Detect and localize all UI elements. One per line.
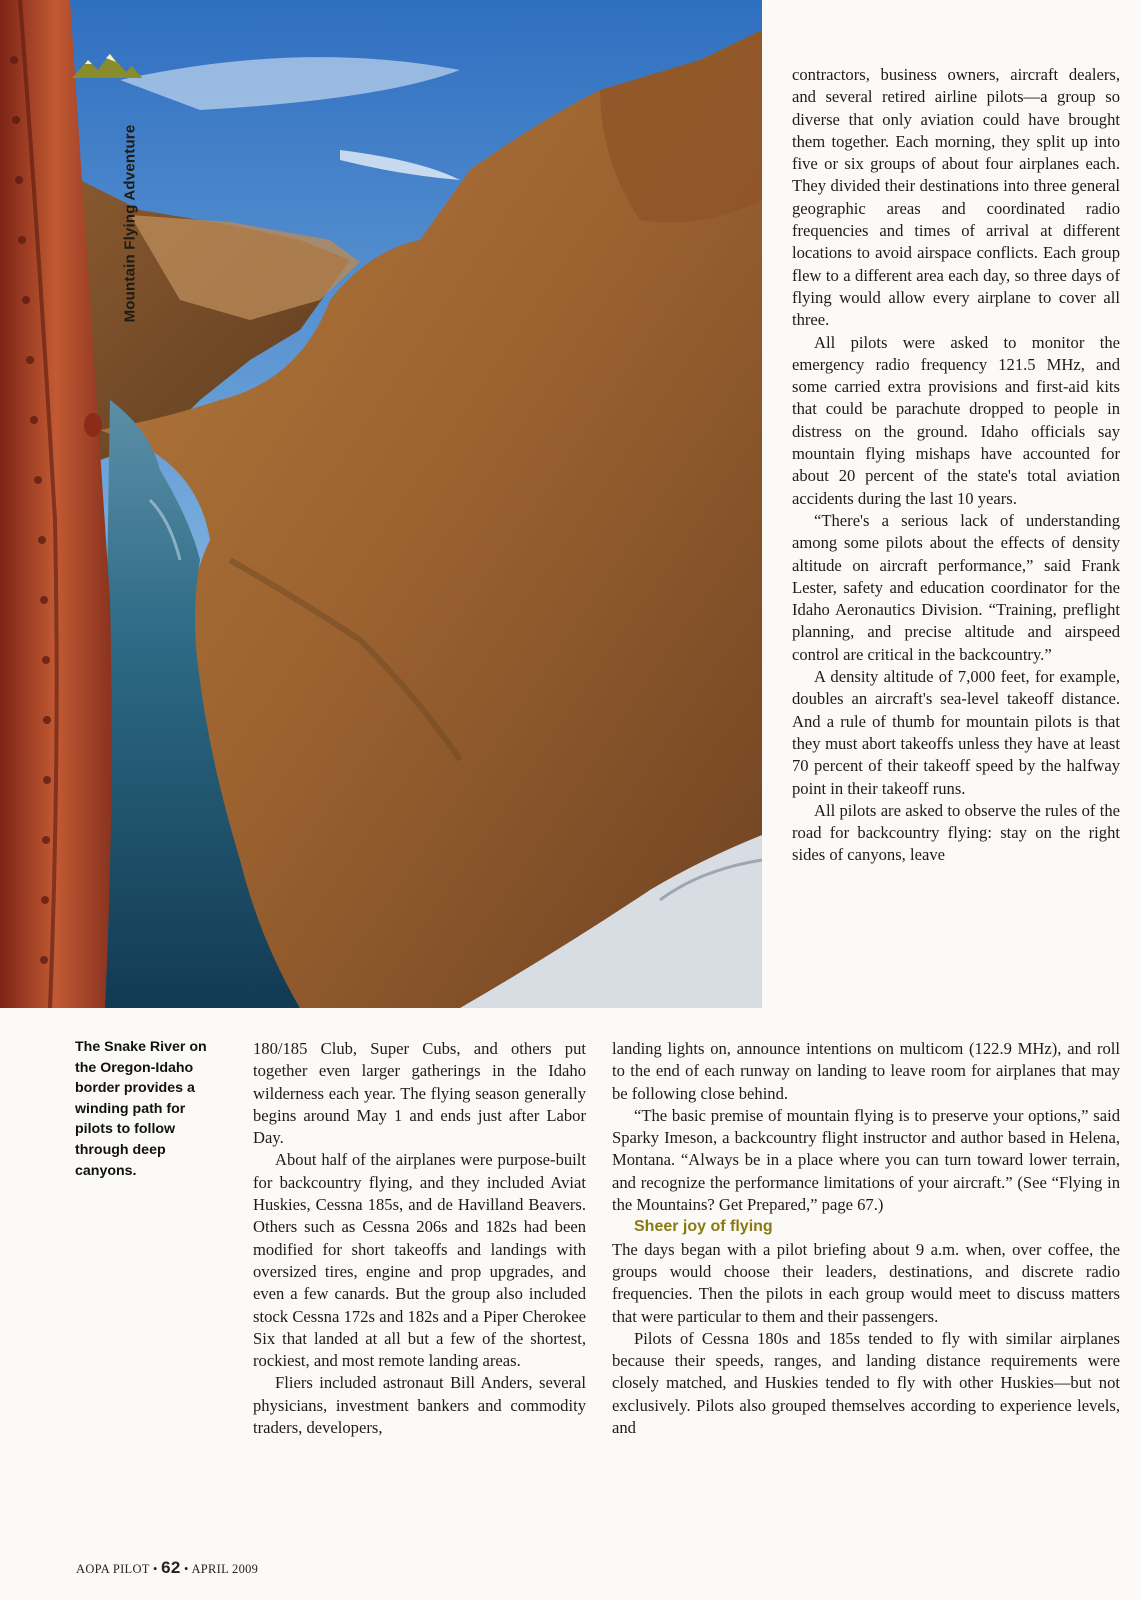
paragraph: “There's a serious lack of understanding among some pilots about the effects of density altitude on aircraft performance,” said Frank Lester, safety and education coordinator for the Idaho Aeronautics Division. “Training, preflight planning, and precise altitude and airspeed control are critical in the backcountry.” [792,510,1120,664]
paragraph: Fliers included astronaut Bill Anders, several physicians, investment bankers and commodity traders, developers, [253,1373,586,1438]
article-column-right-top [792,64,1120,867]
paragraph: landing lights on, announce intentions on multicom (122.9 MHz), and roll to the end of each runway on landing to leave room for airplanes that may be following close behind. [612,1039,1120,1103]
folio-separator: • [184,1562,192,1576]
photo-caption: The Snake River on the Oregon-Idaho border provides a winding path for pilots to follow through deep canyons. [75,1039,207,1179]
section-label [100,90,139,350]
folio-separator: • [152,1562,162,1576]
paragraph: Pilots of Cessna 180s and 185s tended to fly with similar airplanes because their speeds, ranges, and landing distance requirements were closely matched, and Huskies tended to fly with other Huskies—but not exclusively. Pilots also grouped themselves according to experience levels, and [612,1328,1120,1438]
paragraph: A density altitude of 7,000 feet, for example, doubles an aircraft's sea-level takeoff distance. And a rule of thumb for mountain pilots is that they must abort takeoffs unless they have at least 70 percent of their takeoff speed by the halfway point in their takeoff runs. [792,667,1120,798]
issue-date: APRIL 2009 [191,1562,259,1576]
article-column-middle [253,1038,586,1439]
paragraph: contractors, business owners, aircraft dealers, and several retired airline pilots—a group so diverse that only aviation could have brought them together. Each morning, they split up into five or six groups of about four airplanes each. They divided their destinations into three general geographic areas and coordinated radio frequencies and times of arrival at different locations to avoid airspace conflicts. Each group flew to a different area each day, so three days of flying would allow every airplane to cover all three. [792,65,1120,330]
paragraph: All pilots were asked to monitor the emergency radio frequency 121.5 MHz, and some carried extra provisions and first-aid kits that could be parachute dropped to people in distress on the ground. Idaho officials say mountain flying mishaps have accounted for about 20 percent of the state's total aviation accidents during the last 10 years. [792,332,1120,508]
paragraph: 180/185 Club, Super Cubs, and others put together even larger gatherings in the Idaho wilderness each year. The flying season generally begins around May 1 and ends just after Labor Day. [253,1039,586,1148]
subheading: Sheer joy of flying [634,1218,773,1236]
page-folio [76,1558,258,1578]
section-label-text: Mountain Flying Adventure [121,124,139,323]
magazine-name: AOPA PILOT [76,1562,150,1576]
page-number: 62 [161,1558,181,1577]
paragraph: “The basic premise of mountain flying is to preserve your options,” said Sparky Imeson, a backcountry flight instructor and author based in Helena, Montana. “Always be in a place where you can turn toward lower terrain, and recognize the performance limitations of your aircraft.” (See “Flying in the Mountains? Get Prepared,” page 67.) [612,1105,1120,1215]
article-column-right-bottom [612,1038,1120,1439]
paragraph: About half of the airplanes were purpose-built for backcountry flying, and they included Aviat Huskies, Cessna 185s, and de Havilland Beavers. Others such as Cessna 206s and 182s had been modified for short takeoffs and landings with oversized tires, engine and prop upgrades, and even a few canards. But the group also included stock Cessna 172s and 182s and a Piper Cherokee Six that landed at all but a few of the shortest, rockiest, and most remote landing areas. [253,1150,586,1371]
mountain-logo-icon [70,52,144,82]
paragraph: All pilots are asked to observe the rules of the road for backcountry flying: stay on the right sides of canyons, leave [792,800,1120,865]
paragraph: The days began with a pilot briefing about 9 a.m. when, over coffee, the groups would choose their leaders, destinations, and discrete radio frequencies. Then the pilots in each group would meet to discuss matters that were particular to them and their passengers. [612,1239,1120,1326]
